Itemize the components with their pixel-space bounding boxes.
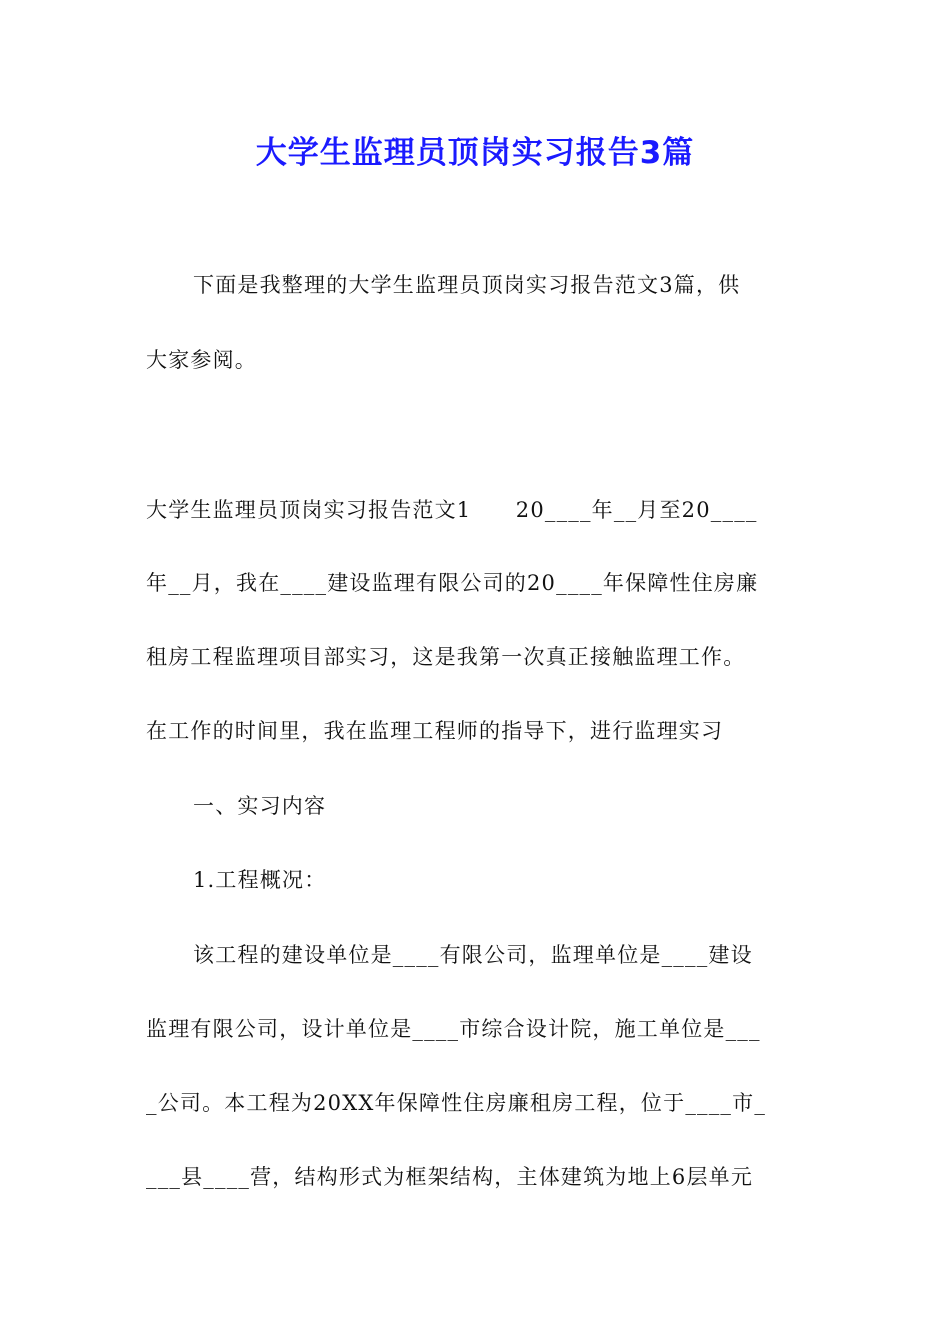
section-heading-internship-content: 一、实习内容 bbox=[193, 794, 327, 818]
paragraph-line-intro-2: 大家参阅。 bbox=[146, 348, 257, 372]
document-title: 大学生监理员顶岗实习报告3篇 bbox=[255, 135, 695, 171]
paragraph-line-6: 监理有限公司，设计单位是____市综合设计院，施工单位是___ bbox=[146, 1017, 761, 1041]
paragraph-line-5: 该工程的建设单位是____有限公司，监理单位是____建设 bbox=[193, 943, 753, 967]
paragraph-line-1: 大学生监理员顶岗实习报告范文1 20____年__月至20____ bbox=[146, 498, 758, 522]
subsection-heading-project-overview: 1.工程概况： bbox=[193, 868, 327, 892]
paragraph-line-7: _公司。本工程为20XX年保障性住房廉租房工程，位于____市_ bbox=[146, 1091, 767, 1115]
paragraph-line-3: 租房工程监理项目部实习，这是我第一次真正接触监理工作。 bbox=[146, 645, 746, 669]
paragraph-line-8: ___县____营，结构形式为框架结构，主体建筑为地上6层单元 bbox=[146, 1165, 754, 1189]
paragraph-line-intro-1: 下面是我整理的大学生监理员顶岗实习报告范文3篇，供 bbox=[193, 273, 741, 297]
paragraph-line-4: 在工作的时间里，我在监理工程师的指导下，进行监理实习 bbox=[146, 719, 724, 743]
paragraph-line-2: 年__月，我在____建设监理有限公司的20____年保障性住房廉 bbox=[146, 571, 759, 595]
